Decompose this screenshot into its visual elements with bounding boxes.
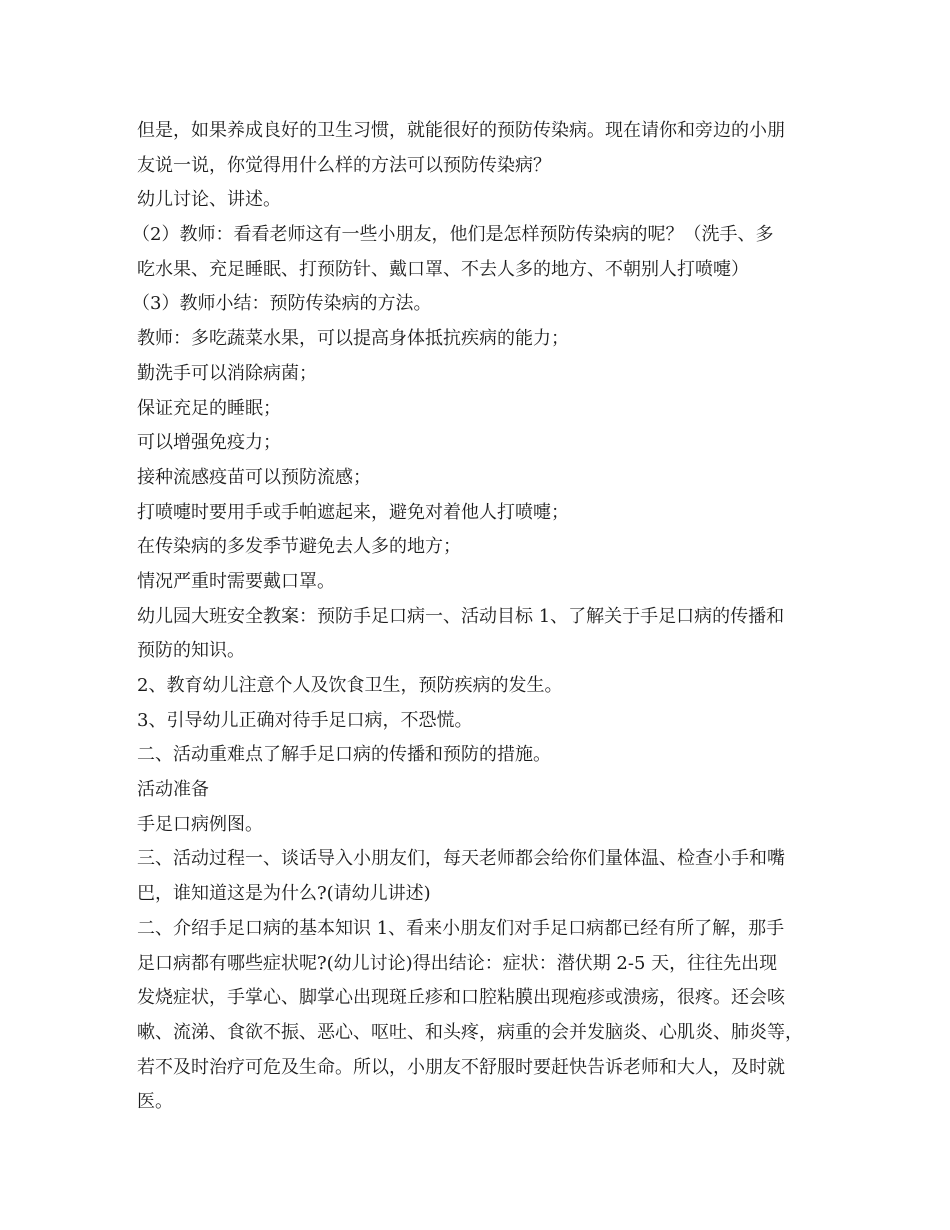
text-line: 在传染病的多发季节避免去人多的地方； — [137, 536, 461, 558]
text-line: 保证充足的睡眠； — [137, 397, 281, 419]
text-line: 幼儿讨论、讲述。 — [137, 189, 281, 211]
text-line: 幼儿园大班安全教案：预防手足口病一、活动目标 1、了解关于手足口病的传播和 — [137, 605, 785, 627]
text-line: 活动准备 — [137, 779, 209, 801]
text-line: 手足口病例图。 — [137, 813, 263, 835]
text-line: 3、引导幼儿正确对待手足口病，不恐慌。 — [137, 709, 473, 731]
text-line: 医。 — [137, 1091, 173, 1113]
text-line: （2）教师：看看老师这有一些小朋友，他们是怎样预防传染病的呢？（洗手、多 — [132, 224, 774, 246]
text-line: 吃水果、充足睡眠、打预防针、戴口罩、不去人多的地方、不朝别人打喷嚏） — [137, 258, 749, 280]
text-line: 巴，谁知道这是为什么?(请幼儿讲述) — [137, 883, 431, 905]
text-line: 勤洗手可以消除病菌； — [137, 362, 317, 384]
text-line: 打喷嚏时要用手或手帕遮起来，避免对着他人打喷嚏； — [137, 501, 569, 523]
text-line: 二、活动重难点了解手足口病的传播和预防的措施。 — [137, 744, 551, 766]
document-body — [132, 114, 827, 1120]
text-line: 发烧症状，手掌心、脚掌心出现斑丘疹和口腔粘膜出现疱疹或溃疡，很疼。还会咳 — [137, 987, 785, 1009]
text-line: 足口病都有哪些症状呢?(幼儿讨论)得出结论：症状：潜伏期 2-5 天，往往先出现 — [137, 952, 778, 974]
text-line: 2、教育幼儿注意个人及饮食卫生，预防疾病的发生。 — [137, 675, 563, 696]
text-line: 接种流感疫苗可以预防流感； — [137, 466, 371, 488]
text-line: 若不及时治疗可危及生命。所以，小朋友不舒服时要赶快告诉老师和大人，及时就 — [137, 1056, 785, 1078]
text-line: 友说一说，你觉得用什么样的方法可以预防传染病？ — [137, 154, 551, 176]
text-line: （3）教师小结：预防传染病的方法。 — [132, 293, 432, 315]
text-line: 二、介绍手足口病的基本知识 1、看来小朋友们对手足口病都已经有所了解，那手 — [137, 917, 785, 939]
text-line: 可以增强免疫力； — [137, 432, 281, 454]
text-line: 嗽、流涕、食欲不振、恶心、呕吐、和头疼，病重的会并发脑炎、心肌炎、肺炎等， — [137, 1021, 803, 1043]
text-line: 预防的知识。 — [137, 640, 245, 662]
text-line: 教师：多吃蔬菜水果，可以提高身体抵抗疾病的能力； — [137, 328, 569, 350]
text-line: 三、活动过程一、谈话导入小朋友们，每天老师都会给你们量体温、检查小手和嘴 — [137, 848, 785, 870]
text-line: 但是，如果养成良好的卫生习惯，就能很好的预防传染病。现在请你和旁边的小朋 — [137, 120, 785, 141]
text-line: 情况严重时需要戴口罩。 — [137, 570, 335, 592]
